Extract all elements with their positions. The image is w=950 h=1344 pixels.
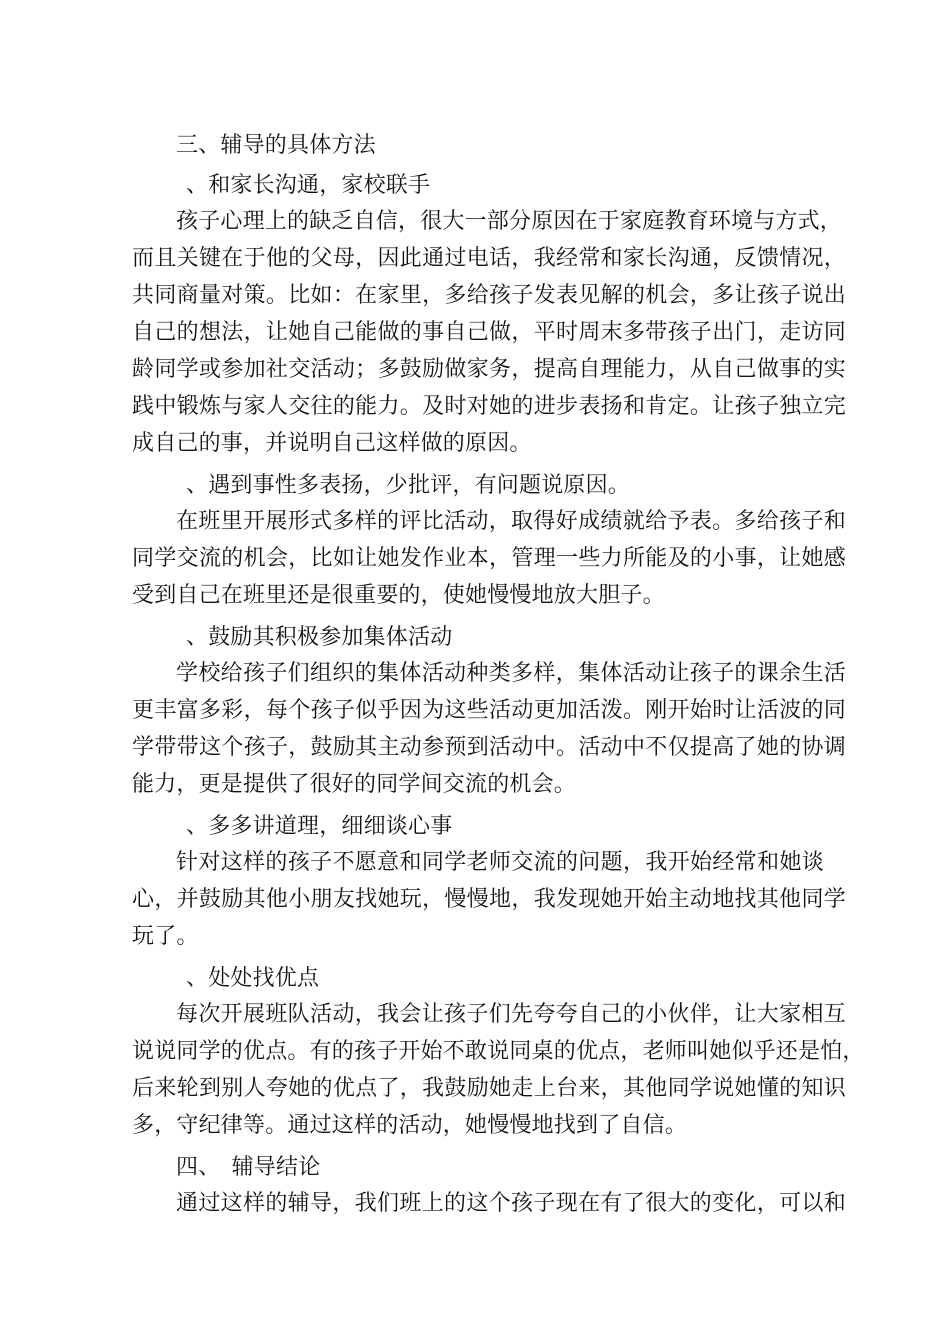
subheading-heart-to-heart: 、多多讲道理，细细谈心事	[186, 814, 453, 839]
paragraph-line: 在班里开展形式多样的评比活动，取得好成绩就给予表。多给孩子和	[176, 509, 846, 534]
paragraph-line: 后来轮到别人夸她的优点了，我鼓励她走上台来，其他同学说她懂的知识	[132, 1076, 846, 1101]
paragraph-line: 能力，更是提供了很好的同学间交流的机会。	[132, 772, 577, 797]
subheading-group-activities: 、鼓励其积极参加集体活动	[186, 625, 453, 650]
paragraph-line: 践中锻炼与家人交往的能力。及时对她的进步表扬和肯定。让孩子独立完	[132, 394, 846, 419]
paragraph-line: 心，并鼓励其他小朋友找她玩，慢慢地，我发现她开始主动地找其他同学	[132, 887, 846, 912]
paragraph-line: 玩了。	[132, 924, 199, 949]
paragraph-line: 受到自己在班里还是很重要的，使她慢慢地放大胆子。	[132, 583, 665, 608]
paragraph-line: 针对这样的孩子不愿意和同学老师交流的问题，我开始经常和她谈	[176, 850, 824, 875]
paragraph-line: 孩子心理上的缺乏自信，很大一部分原因在于家庭教育环境与方式，	[176, 209, 843, 234]
paragraph-line: 自己的想法，让她自己能做的事自己做，平时周末多带孩子出门，走访同	[132, 320, 846, 345]
subheading-praise-more: 、遇到事性多表扬，少批评，有问题说原因。	[186, 473, 631, 498]
paragraph-line: 通过这样的辅导，我们班上的这个孩子现在有了很大的变化，可以和	[176, 1191, 846, 1216]
subheading-parent-communication: 、和家长沟通，家校联手	[186, 173, 431, 198]
paragraph-line: 共同商量对策。比如：在家里，多给孩子发表见解的机会，多让孩子说出	[132, 283, 846, 308]
paragraph-line: 说说同学的优点。有的孩子开始不敢说同桌的优点，老师叫她似乎还是怕，	[132, 1039, 865, 1064]
paragraph-line: 龄同学或参加社交活动；多鼓励做家务，提高自理能力，从自己做事的实	[132, 357, 846, 382]
paragraph-line: 学带带这个孩子，鼓励其主动参预到活动中。活动中不仅提高了她的协调	[132, 735, 846, 760]
paragraph-line: 而且关键在于他的父母，因此通过电话，我经常和家长沟通，反馈情况，	[132, 246, 846, 271]
section-heading-methods: 三、辅导的具体方法	[176, 133, 376, 158]
subheading-find-strengths: 、处处找优点	[186, 966, 320, 991]
paragraph-line: 同学交流的机会，比如让她发作业本，管理一些力所能及的小事，让她感	[132, 546, 846, 571]
paragraph-line: 多，守纪律等。通过这样的活动，她慢慢地找到了自信。	[132, 1113, 688, 1138]
paragraph-line: 更丰富多彩，每个孩子似乎因为这些活动更加活泼。刚开始时让活波的同	[132, 698, 846, 723]
paragraph-line: 学校给孩子们组织的集体活动种类多样，集体活动让孩子的课余生活	[176, 661, 846, 686]
section-heading-conclusion: 四、 辅导结论	[176, 1155, 321, 1180]
paragraph-line: 每次开展班队活动，我会让孩子们先夸夸自己的小伙伴，让大家相互	[176, 1002, 846, 1027]
paragraph-line: 成自己的事，并说明自己这样做的原因。	[132, 431, 532, 456]
